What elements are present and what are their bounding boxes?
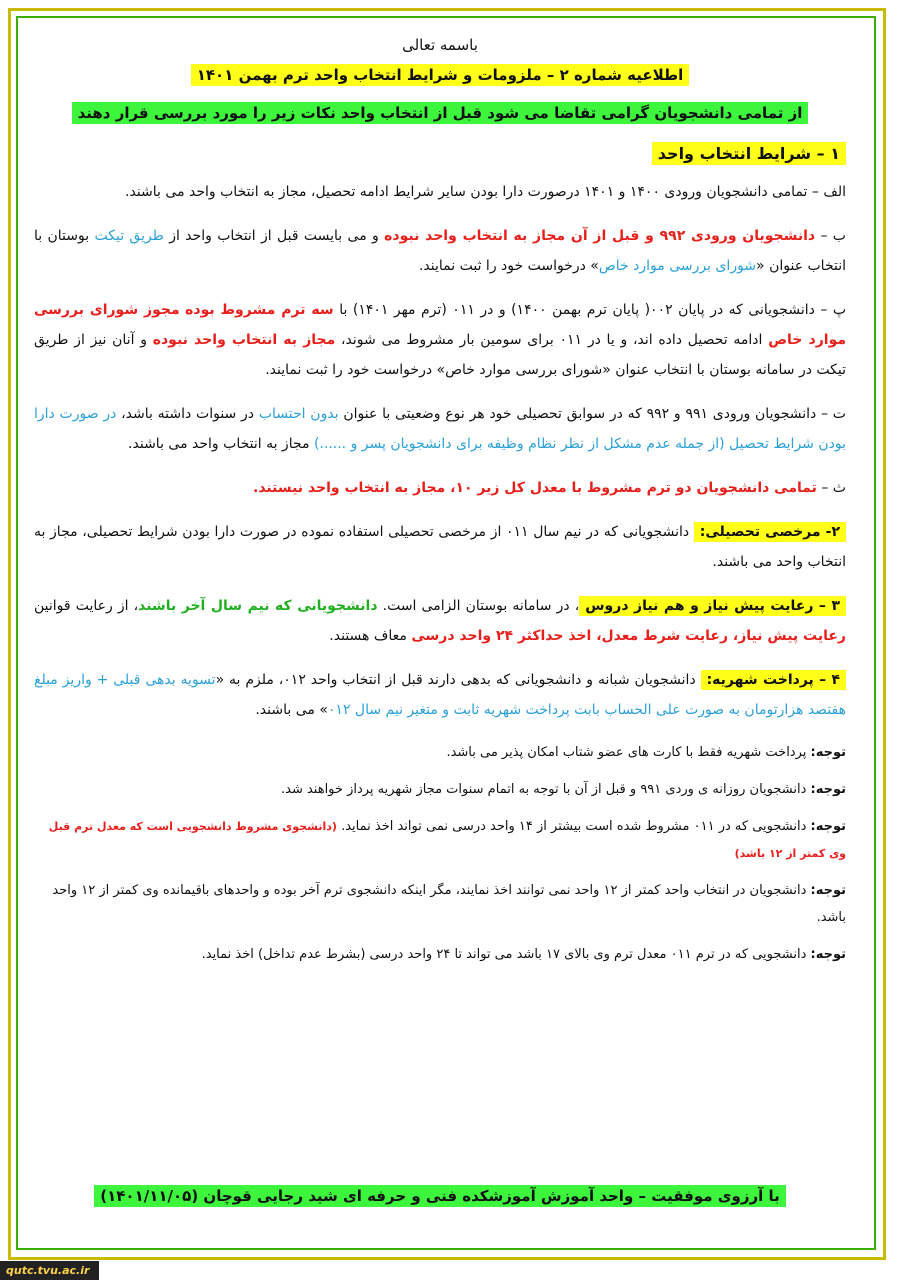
section4-title: ۴ – پرداخت شهریه:	[701, 670, 846, 690]
item-te: ت – دانشجویان ورودی ۹۹۱ و ۹۹۲ که در سوابق تحصیلی خود هر نوع وضعیتی با عنوان بدون احتساب در سنوات داشته باشد، در صورت دارا بودن شرایط تحصیل (از جمله عدم مشکل از نظر نظام وظیفه برای دانشجویان پسر و ......) مجاز به انتخاب واحد می باشند.	[34, 406, 846, 452]
site-watermark: qutc.tvu.ac.ir	[0, 1261, 99, 1280]
item-pe: پ – دانشجویانی که در پایان ۰۰۲( پایان ترم بهمن ۱۴۰۰) و در ۰۱۱ (ترم مهر ۱۴۰۱) با سه ترم مشروط بوده مجوز شورای بررسی موارد خاص ادامه تحصیل داده اند، و یا در ۰۱۱ برای سومین بار مشروط می شوند، مجاز به انتخاب واحد نبوده و آنان نیز از طریق تیکت در سامانه بوستان با انتخاب عنوان «شورای بررسی موارد خاص» درخواست خود را ثبت نمایند.	[34, 302, 847, 378]
section3: ۳ – رعایت پیش نیاز و هم نیاز دروس، در سامانه بوستان الزامی است. دانشجویانی که نیم سال آخر باشند، از رعایت قوانین رعایت پیش نیاز، رعایت شرط معدل، اخذ حداکثر ۲۴ واحد درسی معاف هستند.	[34, 598, 846, 644]
request-line: از تمامی دانشجویان گرامی تقاضا می شود قبل از انتخاب واحد نکات زیر را مورد بررسی قرار دهند	[34, 104, 846, 122]
footer: با آرزوی موفقیت – واحد آموزش آموزشکده فنی و حرفه ای شید رجایی قوچان (۱۴۰۱/۱۱/۰۵)	[34, 1186, 846, 1205]
section4: ۴ – پرداخت شهریه: دانشجویان شبانه و دانشجویانی که بدهی دارند قبل از انتخاب واحد ۰۱۲، ملزم به «تسویه بدهی قبلی + واریز مبلغ هفتصد هزارتومان به صورت علی الحساب بابت پرداخت شهریه ثابت و متغیر نیم سال ۰۱۲» می باشند.	[34, 672, 846, 718]
section3-title: ۳ – رعایت پیش نیاز و هم نیاز دروس	[579, 596, 846, 616]
announcement-title: اطلاعیه شماره ۲ – ملزومات و شرایط انتخاب واحد ترم بهمن ۱۴۰۱	[34, 66, 846, 84]
note-2: توجه: دانشجویان روزانه ی وردی ۹۹۱ و قبل از آن با توجه به اتمام سنوات مجاز شهریه پرداز خواهند شد.	[280, 782, 846, 797]
announcement-page	[34, 28, 846, 1243]
item-alef: الف – تمامی دانشجویان ورودی ۱۴۰۰ و ۱۴۰۱ درصورت دارا بودن سایر شرایط ادامه تحصیل، مجاز به انتخاب واحد می باشند.	[125, 184, 846, 200]
item-se: ث – تمامی دانشجویان دو ترم مشروط با معدل کل زیر ۱۰، مجاز به انتخاب واحد نیستند.	[253, 480, 846, 496]
note-5: توجه: دانشجویی که در ترم ۰۱۱ معدل ترم وی بالای ۱۷ باشد می تواند تا ۲۴ واحد درسی (بشرط عدم تداخل) اخذ نماید.	[201, 947, 846, 962]
note-3: توجه: دانشجویی که در ۰۱۱ مشروط شده است بیشتر از ۱۴ واحد درسی نمی تواند اخذ نماید. (دانشجوی مشروط دانشجویی است که معدل ترم قبل وی کمتر از ۱۲ باشد)	[48, 819, 846, 860]
note-1: توجه: پرداخت شهریه فقط با کارت های عضو شتاب امکان پذیر می باشد.	[446, 745, 846, 760]
section2-title: ۲- مرخصی تحصیلی:	[694, 522, 846, 542]
note-4: توجه: دانشجویان در انتخاب واحد کمتر از ۱۲ واحد نمی توانند اخذ نمایند، مگر اینکه دانشجوی ترم آخر بوده و واحدهای باقیمانده وی کمتر از ۱۲ واحد باشد.	[52, 883, 846, 925]
basmala: باسمه تعالی	[402, 36, 478, 54]
section2: ۲- مرخصی تحصیلی: دانشجویانی که در نیم سال ۰۱۱ از مرخصی تحصیلی استفاده نموده در صورت دارا بودن شرایط تحصیلی، مجاز به انتخاب واحد می باشند.	[34, 524, 846, 570]
section1-title: ۱ – شرایط انتخاب واحد	[34, 144, 846, 163]
item-be: ب – دانشجویان ورودی ۹۹۲ و قبل از آن مجاز به انتخاب واحد نبوده و می بایست قبل از انتخاب واحد از طریق تیکت بوستان با انتخاب عنوان «شورای بررسی موارد خاص» درخواست خود را ثبت نمایند.	[34, 228, 846, 274]
